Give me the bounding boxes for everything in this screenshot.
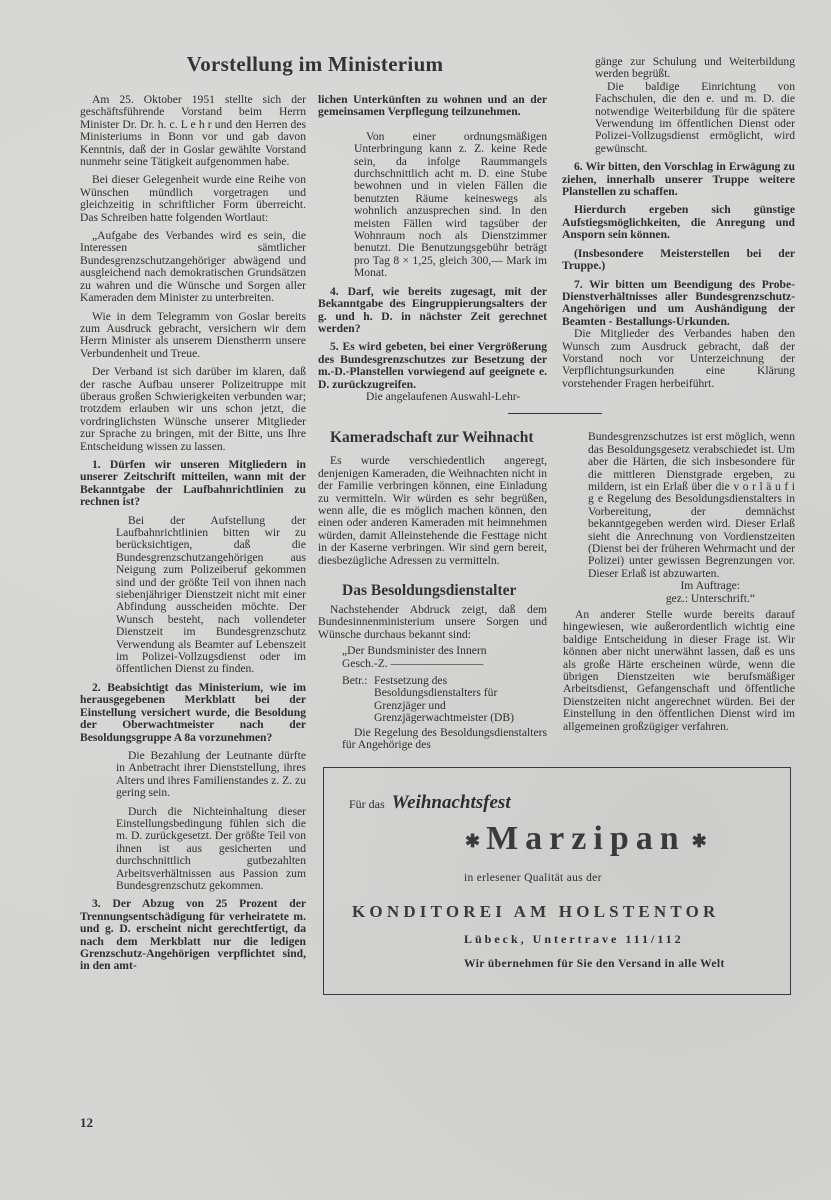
paragraph: Am 25. Oktober 1951 stellte sich der geschäftsführende Vorstand beim Herrn Minister Dr. Dr. h. c. L e h r und den Herren des Ministeriums in Bonn vor und gab davon Kenntnis, daß der in Goslar gewählte Vorstand nunmehr seine Tätigkeit aufgenommen habe. <box>80 93 306 169</box>
article-title: Vorstellung im Ministerium <box>186 52 444 76</box>
article-column-2-lower <box>318 428 547 757</box>
question-3: 3. Der Abzug von 25 Prozent der Trennungsentschädigung für verheiratete m. und g. D. erscheint nicht gerechtfertigt, da nach dem Merkblatt nur die ledigen Grenzschutz-Angehörigen verpflichtet sind, in den amt- <box>80 897 306 973</box>
paragraph: Bei der Aufstellung der Laufbahnrichtlinien bitten wir zu berücksichtigen, daß die Bundesgrenzschutzangehörigen aus Neigung zum Polizeiberuf gekommen sind und der größte Teil von ihnen nach siebenjähriger Dienstzeit nicht mit einer Abfindung ausscheiden möchte. Der Wunsch besteht, nach vollendeter Dienstzeit im Bundesgrenzschutz Verwendung als Beamter auf Lebenszeit im Polizei-Vollzugsdienst oder im öffentlichen Dienst zu finden. <box>116 513 306 676</box>
subject-line <box>342 675 547 725</box>
paragraph: „Aufgabe des Verbandes wird es sein, die Interessen sämtlicher Bundesgrenzschutzangehöriger abwägend und ausgleichend nach demokratischen Grundsätzen zu wahren und die Wünsche und Sorgen aller Kameraden dem Minister zu unterbreiten. <box>80 229 306 305</box>
ad-intro <box>349 792 511 814</box>
section-heading-besoldung: Das Besoldungsdienstalter <box>342 582 517 599</box>
subject-text: Festsetzung des Besoldungsdienstalters für Grenzjäger und Grenzjägerwachtmeister (DB) <box>374 674 515 725</box>
paragraph: Die Mitglieder des Verbandes haben den Wunsch zum Ausdruck gebracht, daß der Vorstand noch vor Unterzeichnung der Verpflichtungsurkunden eine Klärung vorstehender Fragen herbeiführt. <box>562 327 795 390</box>
quote-line: Gesch.-Z. ———————— <box>342 656 484 670</box>
page-number: 12 <box>80 1114 93 1130</box>
article-column-3 <box>562 56 795 396</box>
lower-columns <box>318 428 795 757</box>
star-icon: ✱ <box>691 831 707 852</box>
upper-columns <box>318 56 795 409</box>
quote-line: „Der Bundsminister des Innern <box>342 644 487 658</box>
paragraph: Die Bezahlung der Leutnante dürfte in Anbetracht ihrer Dienststellung, ihres Alters und ihres Familienstandes z. Z. zu gering sein. <box>116 748 306 800</box>
question-6: 6. Wir bitten, den Vorschlag in Erwägung zu ziehen, innerhalb unserer Truppe weitere Planstellen zu schaffen. <box>562 160 795 199</box>
advertisement-box <box>323 767 791 995</box>
paragraph: Wie in dem Telegramm von Goslar bereits zum Ausdruck gebracht, versichern wir dem Herrn Minister als unserem Dienstherrn unsere Verbundenheit und Treue. <box>80 309 306 360</box>
paragraph: Hierdurch ergeben sich günstige Aufstiegsmöglichkeiten, die Anregung und Ansporn sein können. <box>562 203 795 242</box>
ad-product <box>459 820 713 858</box>
ad-address: Lübeck, Untertrave 111/112 <box>464 932 684 947</box>
paragraph: Bei dieser Gelegenheit wurde eine Reihe von Wünschen mündlich vorgetragen und gleichzeitig in schriftlicher Form überreicht. Das Schreiben hatte folgenden Wortlaut: <box>80 173 306 224</box>
paragraph: Bundesgrenzschutzes ist erst möglich, wenn das Besoldungsgesetz verabschiedet ist. Um aber die Härten, die sich insbesondere für die mittleren Dienstgrade ergeben, zu mildern, ist ein Erlaß über die v o r l ä u f i g e Regelung des Besoldungsdienstalters in Vorbereitung, der demnächst bekanntgegeben werden wird. Dieser Erlaß sieht die Anrechnung von Vordienstzeiten (Dienst bei der früheren Wehrmacht und der Polizei) unter gewissen Begrenzungen vor. Dieser Erlaß ist abzuwarten. <box>588 430 795 580</box>
subject-label: Betr.: <box>342 674 368 688</box>
question-1: 1. Dürfen wir unseren Mitgliedern in unserer Zeitschrift mitteilen, wann mit der Bekanntgabe der Laufbahnrichtlinien zu rechnen ist? <box>80 457 306 509</box>
signature-line: Im Auftrage: <box>680 579 740 593</box>
paragraph: gänge zur Schulung und Weiterbildung werden begrüßt. <box>595 55 795 81</box>
paragraph: An anderer Stelle wurde bereits darauf hingewiesen, wie außerordentlich wichtig eine baldige Entscheidung in dieser Frage ist. Wir können aber nicht unerwähnt lassen, daß es uns als große Härte erscheinen würde, wenn die übrigen Dienstzeiten wie berufsmäßiger Arbeitsdienst, Gefangenschaft und öffentliche Dienstzeiten nicht angerechnet würden. Bei der Einstellung in den öffentlichen Dienst wird im allgemeinen großzügiger verfahren. <box>563 608 795 733</box>
article-column-3-lower <box>563 428 795 739</box>
paragraph: Nachstehender Abdruck zeigt, daß dem Bundesinnenministerium unsere Sorgen und Wünsche durchaus bekannt sind: <box>318 603 547 641</box>
paragraph: Durch die Nichteinhaltung dieser Einstellungsbedingung fühlen sich die m. D. zurückgesetzt. Der größte Teil von ihnen ist aus gesicherten und durchschnittlich gutbezahlten Arbeitsverhältnissen aus Passion zum Bundesgrenzschutz gekommen. <box>116 804 306 892</box>
right-columns <box>318 56 795 995</box>
question-3-continued: lichen Unterkünften zu wohnen und an der gemeinsamen Verpflegung teilzunehmen. <box>318 93 547 119</box>
section-heading-kameradschaft: Kameradschaft zur Weihnacht <box>330 429 534 447</box>
ad-quality: in erlesener Qualität aus der <box>464 872 602 885</box>
ad-firm-name: KONDITOREI AM HOLSTENTOR <box>352 902 720 922</box>
paragraph: Der Verband ist sich darüber im klaren, daß der rasche Aufbau unserer Polizeitruppe mit überaus großen Schwierigkeiten verbunden war; trotzdem erlauben wir uns schon jetzt, die vordringlichsten Wünsche unserer Mitglieder zur Sprache zu bringen, mit der Bitte, uns Ihre Entscheidung wissen zu lassen. <box>80 365 306 453</box>
question-7: 7. Wir bitten um Beendigung des Probe-Dienstverhältnisses aller Bundesgrenzschutz-Angehörigen und um Aushändigung der Beamten - Bestallungs-Urkunden. <box>562 277 795 328</box>
paragraph: Es wurde verschiedentlich angeregt, denjenigen Kameraden, die Weihnachten nicht in der Familie verbringen können, eine Einladung zu vermitteln. Wir würden es sehr begrüßen, wenn alle, die es möglich machen können, den einen oder anderen Kameraden mit heimnehmen würden, damit Alleinstehende die Festtage nicht in der Kaserne verbringen. Wir sind gern bereit, diesbezügliche Adressen zu vermitteln. <box>318 454 547 567</box>
article-column-2 <box>318 94 547 409</box>
paragraph: Die angelaufenen Auswahl-Lehr- <box>366 389 521 403</box>
paragraph: Von einer ordnungsmäßigen Unterbringung kann z. Z. keine Rede sein, da infolge Raummangels durchschnittlich acht m. D. eine Stube bewohnen und in vielen Fällen die benutzten Räume keineswegs als wohnlich anzusprechen sind. In den meisten Fällen wird tagsüber der Wohnraum noch als Dienstzimmer benutzt. Die Benutzungsgebühr beträgt pro Tag 8 × 1,25, gleich 300,— Mark im Monat. <box>354 129 547 280</box>
section-divider <box>508 413 602 414</box>
ad-occasion: Weihnachtsfest <box>391 792 511 814</box>
question-5: 5. Es wird gebeten, bei einer Vergrößerung des Bundesgrenzschutzes zur Besetzung der m.-D.-Planstellen vorwiegend auf geeignete e. D. zurückzugreifen. <box>318 340 547 391</box>
paragraph: (Insbesondere Meisterstellen bei der Truppe.) <box>562 246 795 273</box>
paragraph: Die Regelung des Besoldungsdienstalters für Angehörige des <box>342 725 547 752</box>
question-4: 4. Darf, wie bereits zugesagt, mit der Bekanntgabe des Eingruppierungsalters der g. und h. D. in nächster Zeit gerechnet werden? <box>318 284 547 335</box>
ad-intro-text: Für das <box>349 797 385 812</box>
paragraph: Die baldige Einrichtung von Fachschulen, die den e. und m. D. die notwendige Weiterbildung für die spätere Verwendung im öffentlichen Dienst oder Polizei-Vollzugsdienst ermöglicht, wird gewünscht. <box>595 79 795 155</box>
ad-shipping: Wir übernehmen für Sie den Versand in alle Welt <box>464 958 725 971</box>
question-2: 2. Beabsichtigt das Ministerium, wie im herausgegebenen Merkblatt bei der Einstellung versichert wurde, die Besoldung der Oberwachtmeister nach der Besoldungsgruppe A 8a vorzunehmen? <box>80 680 306 744</box>
ad-product-name: Marzipan <box>486 820 686 858</box>
quote-header <box>342 645 547 670</box>
article-column-1 <box>80 94 306 1129</box>
signature-line: gez.: Unterschrift.“ <box>665 591 755 605</box>
star-icon: ✱ <box>465 831 481 852</box>
